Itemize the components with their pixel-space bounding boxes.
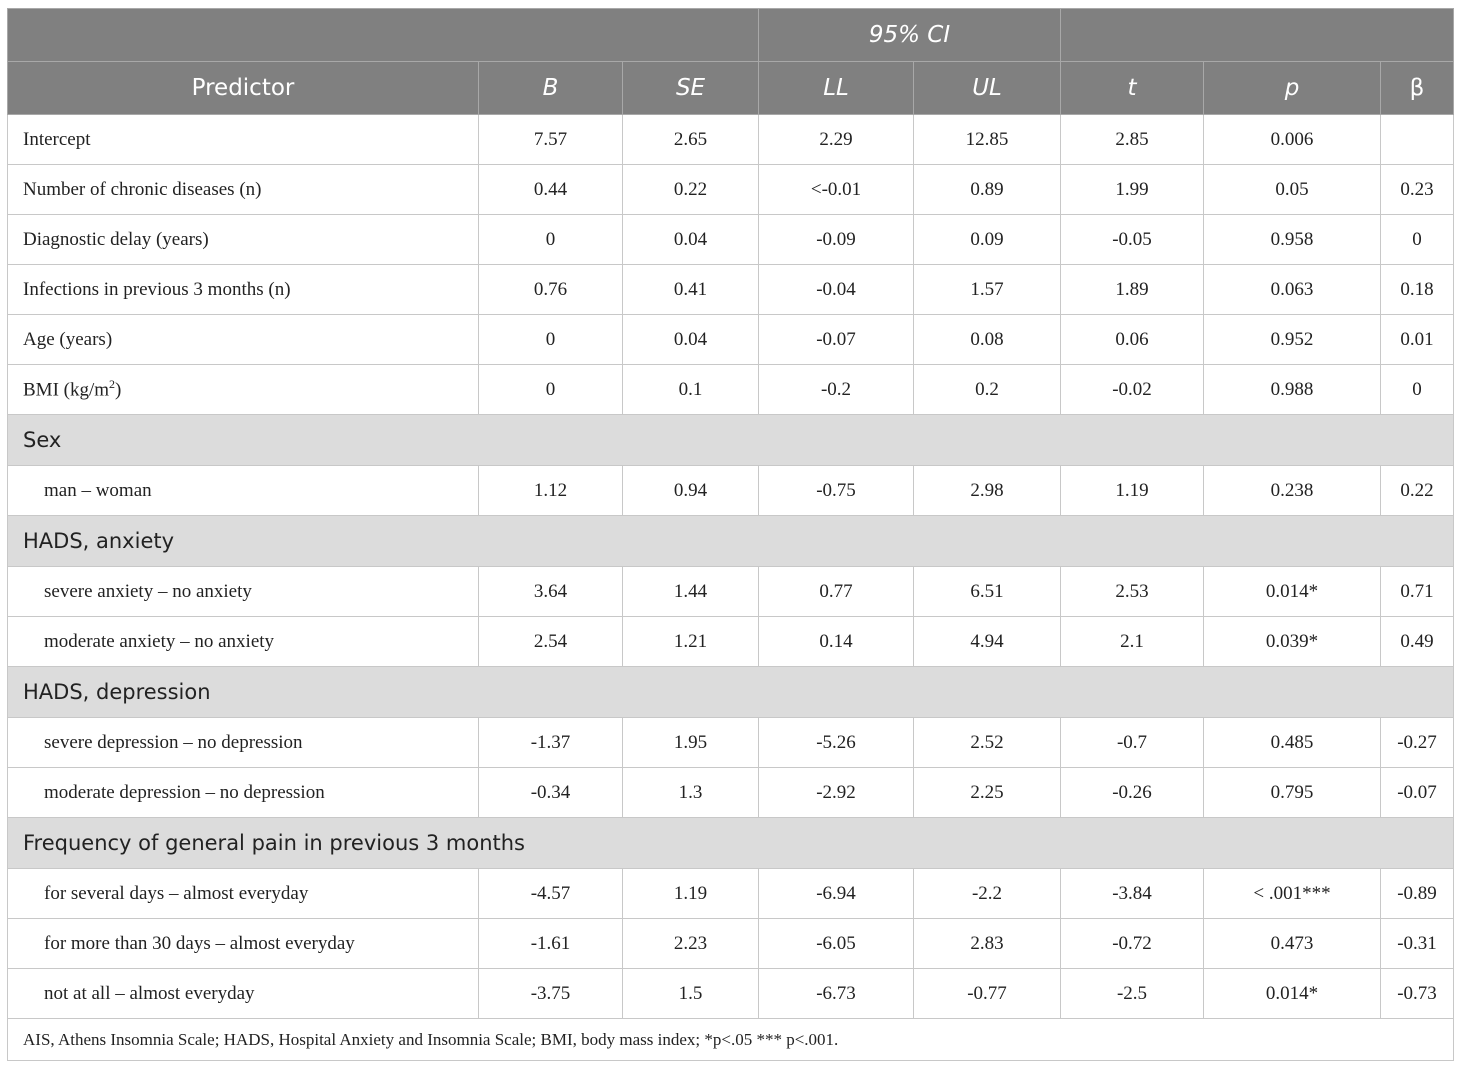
cell-ul: 2.83 (914, 919, 1061, 969)
cell-ll: <-0.01 (759, 165, 914, 215)
cell-ul: 0.08 (914, 315, 1061, 365)
cell-b: 3.64 (479, 567, 623, 617)
header-row-columns (8, 62, 1454, 115)
cell-ul: -0.77 (914, 969, 1061, 1019)
footnote-row (8, 1019, 1454, 1061)
cell-ll: -6.94 (759, 869, 914, 919)
cell-ll: -0.04 (759, 265, 914, 315)
predictor-label-text: BMI (kg/m (23, 379, 110, 401)
cell-se: 1.21 (623, 617, 759, 667)
cell-beta: 0 (1381, 365, 1454, 415)
cell-b: -0.34 (479, 768, 623, 818)
cell-p: 0.952 (1204, 315, 1381, 365)
cell-ul: 6.51 (914, 567, 1061, 617)
cell-beta: 0.01 (1381, 315, 1454, 365)
regression-table (7, 8, 1454, 1061)
predictor-label-text: Intercept (23, 128, 91, 150)
table-row (8, 265, 1454, 315)
cell-ul: 0.09 (914, 215, 1061, 265)
cell-ul: 2.52 (914, 718, 1061, 768)
cell-se: 1.95 (623, 718, 759, 768)
col-header-se: SE (623, 62, 759, 115)
cell-b: -4.57 (479, 869, 623, 919)
col-header-p: p (1204, 62, 1381, 115)
table-row (8, 919, 1454, 969)
cell-beta: -0.07 (1381, 768, 1454, 818)
cell-ul: -2.2 (914, 869, 1061, 919)
cell-ll: -0.2 (759, 365, 914, 415)
predictor-label (8, 969, 479, 1019)
cell-t: -3.84 (1061, 869, 1204, 919)
cell-ll: -0.75 (759, 466, 914, 516)
col-header-t: t (1061, 62, 1204, 115)
predictor-label-text: for more than 30 days – almost everyday (44, 932, 355, 954)
predictor-label-text: severe anxiety – no anxiety (44, 580, 252, 602)
cell-t: 1.89 (1061, 265, 1204, 315)
predictor-label (8, 165, 479, 215)
predictor-label-text: man – woman (44, 479, 152, 501)
cell-beta: 0 (1381, 215, 1454, 265)
cell-se: 1.3 (623, 768, 759, 818)
cell-beta: -0.89 (1381, 869, 1454, 919)
cell-b: 2.54 (479, 617, 623, 667)
cell-t: 0.06 (1061, 315, 1204, 365)
cell-p: 0.988 (1204, 365, 1381, 415)
footnote: AIS, Athens Insomnia Scale; HADS, Hospital Anxiety and Insomnia Scale; BMI, body mass index; *p<.05 *** p<.001. (8, 1019, 1454, 1061)
predictor-label-text: Diagnostic delay (years) (23, 228, 209, 250)
cell-ll: -0.07 (759, 315, 914, 365)
table-row (8, 567, 1454, 617)
table-row (8, 969, 1454, 1019)
cell-t: -0.02 (1061, 365, 1204, 415)
cell-ll: 0.14 (759, 617, 914, 667)
col-header-predictor: Predictor (8, 62, 479, 115)
cell-p: 0.795 (1204, 768, 1381, 818)
cell-p: 0.473 (1204, 919, 1381, 969)
cell-ll: -6.05 (759, 919, 914, 969)
predictor-label (8, 115, 479, 165)
predictor-label-end: ) (115, 379, 122, 401)
cell-p: 0.485 (1204, 718, 1381, 768)
cell-ll: 0.77 (759, 567, 914, 617)
cell-beta: -0.73 (1381, 969, 1454, 1019)
cell-t: 1.19 (1061, 466, 1204, 516)
cell-se: 2.23 (623, 919, 759, 969)
section-title: Sex (8, 415, 1454, 466)
cell-p: 0.958 (1204, 215, 1381, 265)
cell-p: 0.014* (1204, 969, 1381, 1019)
cell-ul: 0.89 (914, 165, 1061, 215)
cell-t: -0.72 (1061, 919, 1204, 969)
predictor-label (8, 365, 479, 415)
predictor-label-text: moderate depression – no depression (44, 781, 325, 803)
cell-b: 1.12 (479, 466, 623, 516)
col-header-beta: β (1381, 62, 1454, 115)
cell-ul: 2.25 (914, 768, 1061, 818)
cell-b: -3.75 (479, 969, 623, 1019)
section-header-row (8, 818, 1454, 869)
section-header-row (8, 516, 1454, 567)
cell-ll: -0.09 (759, 215, 914, 265)
table-row (8, 115, 1454, 165)
col-header-ul: UL (914, 62, 1061, 115)
predictor-label-text: Number of chronic diseases (n) (23, 178, 262, 200)
table-row (8, 617, 1454, 667)
predictor-label-text: Age (years) (23, 328, 113, 350)
section-header-row (8, 415, 1454, 466)
cell-t: -0.7 (1061, 718, 1204, 768)
predictor-label-text: not at all – almost everyday (44, 982, 255, 1004)
cell-beta: 0.18 (1381, 265, 1454, 315)
table-body (8, 115, 1454, 1061)
cell-beta: 0.22 (1381, 466, 1454, 516)
col-header-ll: LL (759, 62, 914, 115)
cell-b: 0 (479, 315, 623, 365)
cell-se: 0.04 (623, 315, 759, 365)
regression-table-container (7, 8, 1453, 1061)
cell-t: 2.53 (1061, 567, 1204, 617)
section-title: Frequency of general pain in previous 3 months (8, 818, 1454, 869)
header-blank-right (1061, 9, 1454, 62)
table-row (8, 215, 1454, 265)
table-row (8, 869, 1454, 919)
cell-b: -1.61 (479, 919, 623, 969)
cell-beta (1381, 115, 1454, 165)
cell-beta: 0.23 (1381, 165, 1454, 215)
cell-b: 0 (479, 365, 623, 415)
cell-p: 0.063 (1204, 265, 1381, 315)
cell-beta: 0.71 (1381, 567, 1454, 617)
cell-se: 1.5 (623, 969, 759, 1019)
predictor-label (8, 718, 479, 768)
cell-b: 0.44 (479, 165, 623, 215)
cell-beta: -0.27 (1381, 718, 1454, 768)
cell-b: 0.76 (479, 265, 623, 315)
predictor-label (8, 919, 479, 969)
cell-se: 0.1 (623, 365, 759, 415)
predictor-label (8, 215, 479, 265)
cell-se: 1.44 (623, 567, 759, 617)
predictor-label (8, 265, 479, 315)
section-title: HADS, anxiety (8, 516, 1454, 567)
cell-ul: 2.98 (914, 466, 1061, 516)
cell-se: 0.22 (623, 165, 759, 215)
cell-ll: -5.26 (759, 718, 914, 768)
cell-t: -0.05 (1061, 215, 1204, 265)
cell-se: 0.94 (623, 466, 759, 516)
table-row (8, 365, 1454, 415)
cell-t: 1.99 (1061, 165, 1204, 215)
cell-se: 0.04 (623, 215, 759, 265)
cell-t: -2.5 (1061, 969, 1204, 1019)
cell-p: < .001*** (1204, 869, 1381, 919)
table-row (8, 466, 1454, 516)
cell-p: 0.014* (1204, 567, 1381, 617)
predictor-label (8, 466, 479, 516)
cell-b: 0 (479, 215, 623, 265)
predictor-label-text: Infections in previous 3 months (n) (23, 278, 291, 300)
cell-ul: 4.94 (914, 617, 1061, 667)
predictor-label-text: for several days – almost everyday (44, 882, 309, 904)
table-header (8, 9, 1454, 115)
header-blank-left (8, 9, 759, 62)
cell-p: 0.006 (1204, 115, 1381, 165)
table-row (8, 165, 1454, 215)
header-row-ci (8, 9, 1454, 62)
section-header-row (8, 667, 1454, 718)
cell-se: 0.41 (623, 265, 759, 315)
cell-t: 2.85 (1061, 115, 1204, 165)
col-header-b: B (479, 62, 623, 115)
cell-p: 0.238 (1204, 466, 1381, 516)
predictor-label (8, 768, 479, 818)
cell-p: 0.05 (1204, 165, 1381, 215)
cell-t: -0.26 (1061, 768, 1204, 818)
predictor-label (8, 869, 479, 919)
cell-b: -1.37 (479, 718, 623, 768)
cell-ll: -2.92 (759, 768, 914, 818)
cell-ul: 1.57 (914, 265, 1061, 315)
cell-beta: -0.31 (1381, 919, 1454, 969)
cell-ul: 12.85 (914, 115, 1061, 165)
predictor-label-text: severe depression – no depression (44, 731, 303, 753)
predictor-label (8, 315, 479, 365)
cell-p: 0.039* (1204, 617, 1381, 667)
cell-ll: -6.73 (759, 969, 914, 1019)
predictor-label (8, 567, 479, 617)
section-title: HADS, depression (8, 667, 1454, 718)
ci-header: 95% CI (759, 9, 1061, 62)
table-row (8, 718, 1454, 768)
cell-ll: 2.29 (759, 115, 914, 165)
cell-ul: 0.2 (914, 365, 1061, 415)
cell-se: 1.19 (623, 869, 759, 919)
superscript: 2 (109, 377, 116, 392)
predictor-label-text: moderate anxiety – no anxiety (44, 630, 275, 652)
cell-beta: 0.49 (1381, 617, 1454, 667)
table-row (8, 768, 1454, 818)
cell-t: 2.1 (1061, 617, 1204, 667)
predictor-label (8, 617, 479, 667)
table-row (8, 315, 1454, 365)
cell-se: 2.65 (623, 115, 759, 165)
cell-b: 7.57 (479, 115, 623, 165)
